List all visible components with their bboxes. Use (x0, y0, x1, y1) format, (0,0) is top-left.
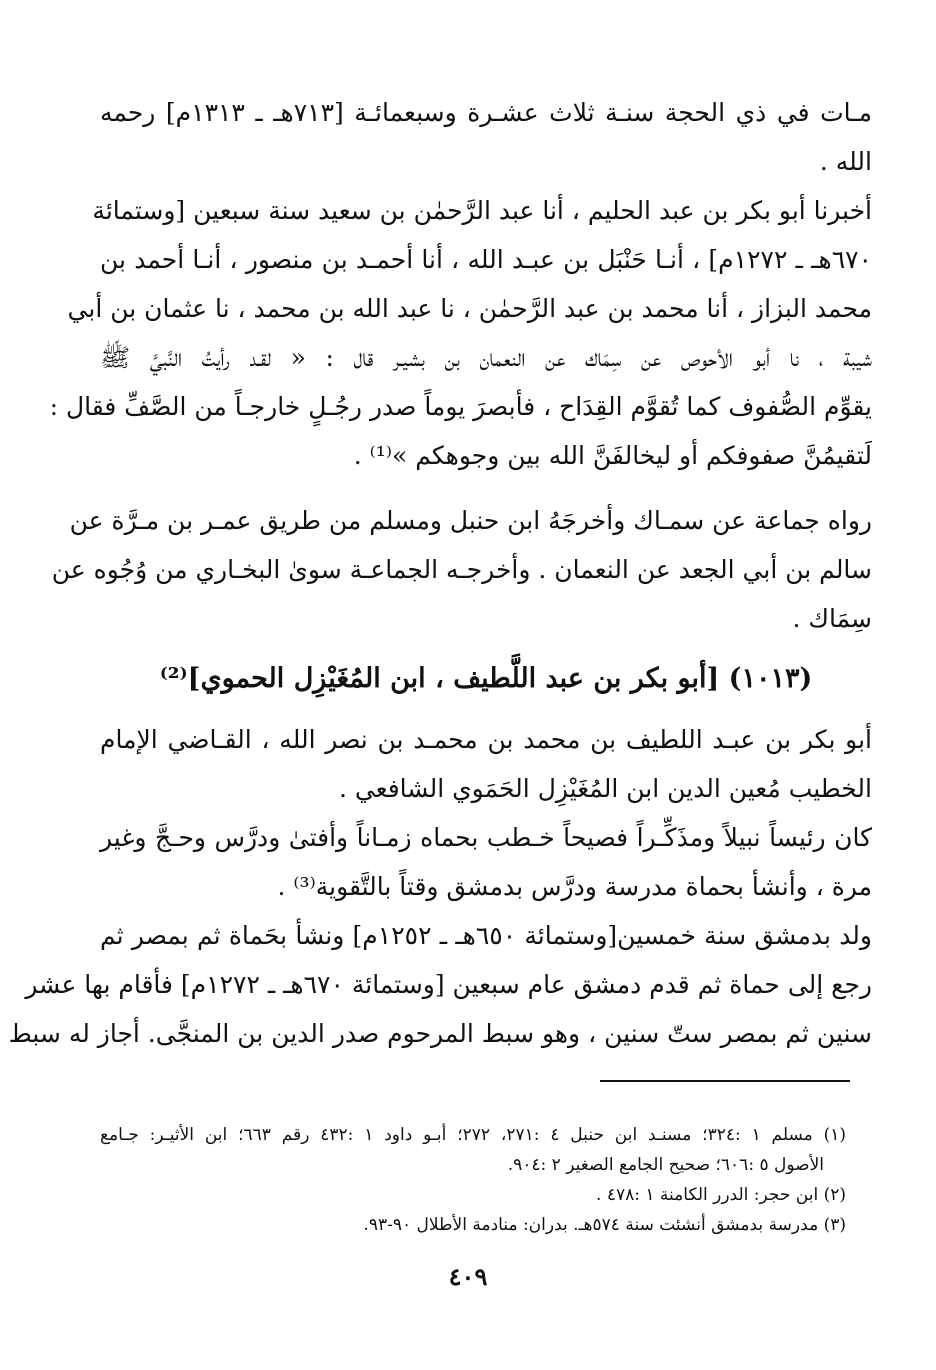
paragraph-hadith-chain (49, 186, 872, 480)
paragraph-name (100, 715, 872, 813)
entry-heading: (١٠١٣) [أبو بكر بن عبد اللَّطيف ، ابن المُغَيْزِل الحموي]⁽²⁾ (159, 663, 813, 694)
text-line: محمد البزاز ، أنا محمد بن عبد الرَّحمٰن ، نا عبد الله بن محمد ، نا عثمان بن أبي (67, 294, 872, 323)
text-line: ٦٧٠هـ ـ ١٢٧٢م] ، أنـا حَنْبَل بن عبـد الله ، أنا أحمـد بن منصور ، أنـا أحمد بن (100, 245, 872, 274)
text-line: سِمَاك . (792, 604, 872, 633)
paragraph-narration (51, 496, 872, 643)
footnote-line: (٢) ابن حجر: الدرر الكامنة ١ :٤٧٨ . (596, 1185, 846, 1205)
footnote-line: الأصول ٥ :٦٠٦؛ صحيح الجامع الصغير ٢ :٩٠٤. (507, 1155, 824, 1175)
paragraph-death-notice (100, 88, 872, 186)
text-line: أبو بكر بن عبـد اللطيف بن محمد بن محمـد بن نصر الله ، القـاضي الإمام (100, 725, 872, 754)
text-line: ولد بدمشق سنة خمسين[وستمائة ٦٥٠هـ ـ ١٢٥٢م] ونشأ بحَماة ثم بمصر ثم (100, 921, 873, 950)
text-line: يقوِّم الصُّفوف كما تُقوَّم القِدَاح ، فأبصرَ يوماً صدر رجُـلٍ خارجـاً من الصَّفِّ فقال : (49, 392, 872, 421)
footnote-line: (٣) مدرسة بدمشق أنشئت سنة ٥٧٤هـ. بدران: منادمة الأطلال ٩٠-٩٣. (363, 1215, 846, 1235)
text-line: الخطيب مُعين الدين ابن المُغَيْزِل الحَمَوي الشافعي . (338, 774, 872, 803)
text-line: رجع إلى حماة ثم قدم دمشق عام سبعين [وستمائة ٦٧٠هـ ـ ١٢٧٢م] فأقام بها عشر (25, 970, 872, 999)
text-line: سالم بن أبي الجعد عن النعمان . وأخرجـه الجماعـة سوىٰ البخـاري من وُجُوه عن (51, 555, 872, 584)
text-line: كان رئيساً نبيلاً ومذَكِّـراً فصيحاً خـطب بحماه زمـاناً وأفتىٰ ودرَّس وحـجَّ وغير (100, 823, 872, 852)
paragraph-birth (8, 911, 873, 1058)
paragraph-biography (100, 813, 872, 911)
text-line: مرة ، وأنشأ بحماة مدرسة ودرَّس بدمشق وقتاً بالتَّقوية⁽³⁾ . (277, 872, 872, 901)
text-line: أخبرنا أبو بكر بن عبد الحليم ، أنا عبد الرَّحمٰن بن سعيد سنة سبعين [وستمائة (92, 196, 872, 225)
footnotes (100, 1120, 872, 1240)
footnote-line: (١) مسلم ١ :٣٢٤؛ مسنـد ابن حنبل ٤ :٢٧١، ٢٧٢؛ أبـو داود ١ :٤٣٢ رقم ٦٦٣؛ ابن الأثيـر: جـامع (100, 1125, 847, 1145)
text-line: الله . (819, 147, 872, 176)
page-number: ٤٠٩ (448, 1262, 488, 1291)
text-line: سنين ثم بمصر ستّ سنين ، وهو سبط المرحوم صدر الدين بن المنجَّى. أجاز له سبط (8, 1019, 872, 1048)
footnote-separator (600, 1080, 850, 1082)
text-line: مـات في ذي الحجة سنـة ثلاث عشـرة وسبعمائـة [٧١٣هـ ـ ١٣١٣م] رحمه (100, 98, 872, 127)
text-line: شيبة ، نا أبو الأحوص عن سِمَاك عن النعمان بن بشيـر قال : « لقـد رأيتُ النَّبيَّ ﷺ (100, 343, 872, 372)
page-content (8, 88, 873, 1240)
text-line: رواه جماعة عن سمـاك وأخرجَهُ ابن حنبل ومسلم من طريق عمـر بن مـرَّة عن (69, 506, 872, 535)
text-line: لَتقيمُنَّ صفوفكم أو ليخالفَنَّ الله بين وجوهكم »⁽¹⁾ . (353, 441, 872, 470)
